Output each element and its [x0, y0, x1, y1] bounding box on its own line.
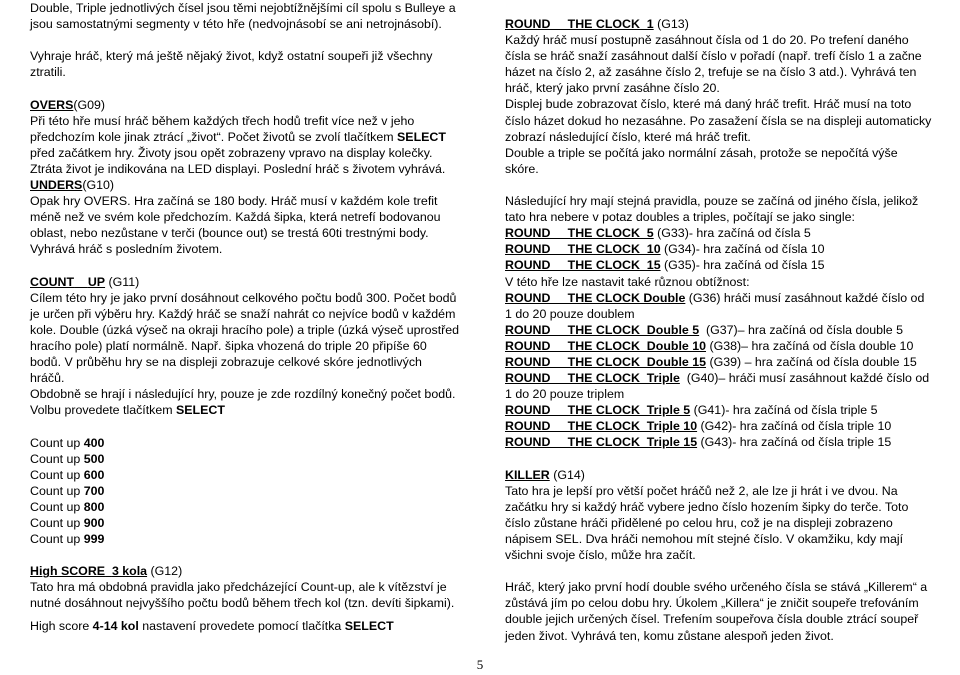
- game-variant: ROUND THE CLOCK Triple 15 (G43)- hra začíná od čísla triple 15: [505, 435, 892, 450]
- text-line: tato hra nebere v potaz doubles a triples, počítají se jako single:: [505, 210, 855, 225]
- count-up-item: Count up 400: [30, 435, 105, 450]
- text-line: číslo házet dokud ho nezasáhne. Po zasažení čísla se na displeji automaticky: [505, 113, 932, 128]
- page-number: 5: [476, 657, 484, 672]
- text-line: jsou samostatnými segmenty v této hře (nedvojnásobí se ani netrojnásobí).: [30, 17, 442, 32]
- text-line: oblast, nebo nezůstane v terči (bounce out) se trestá 60ti trestnými body.: [30, 226, 429, 241]
- text-line: jeden život. Vyhrává ten, komu zůstane alespoň jeden život.: [505, 628, 834, 643]
- text-line: Obdobně se hrají i následující hry, pouze je zde rozdílný konečný počet bodů.: [30, 387, 456, 402]
- game-variant: ROUND THE CLOCK Double 15 (G39) – hra začíná od čísla double 15: [505, 354, 917, 369]
- text-line: číslo zůstane hráči přidělené po celou hru, což je na displeji zobrazeno: [505, 515, 893, 530]
- text-line: Cílem této hry je jako první dosáhnout celkového počtu bodů 300. Počet bodů: [30, 290, 457, 305]
- text-line: Ztráta život je indikována na LED displayi. Poslední hráč s životem vyhrává.: [30, 161, 446, 176]
- text-line: hracího pole) platí normálně. Např. šipka vhozená do triple 20 připíše 60: [30, 338, 427, 353]
- left-column: [30, 0, 462, 634]
- text-line: Displej bude zobrazovat číslo, které má daný hráč trefit. Hráč musí na toto: [505, 97, 912, 112]
- text-line: double jejich určených čísel. Trefením soupeřova čísla double ztrácí soupeř: [505, 612, 919, 627]
- text-line: Následující hry mají stejná pravidla, pouze se začíná od jiného čísla, jelikož: [505, 194, 919, 209]
- unders-heading: UNDERS(G10): [30, 178, 115, 193]
- game-variant: ROUND THE CLOCK Triple 5 (G41)- hra začíná od čísla triple 5: [505, 403, 878, 418]
- game-variant: ROUND THE CLOCK Double 10 (G38)– hra začíná od čísla double 10: [505, 338, 914, 353]
- count-up-item: Count up 999: [30, 532, 105, 547]
- text-line: začátku hry si každý hráč vybere jedno číslo hozením šipky do terče. Toto: [505, 499, 909, 514]
- game-variant: ROUND THE CLOCK 5 (G33)- hra začíná od čísla 5: [505, 226, 811, 241]
- text-line: zůstává jím po celou dobu hry. Úkolem „Killera“ je zničit soupeře trefováním: [505, 596, 919, 611]
- text-line: ztratili.: [30, 65, 66, 80]
- text-line: méně než ve svém kole předchozím. Každá šipka, která netrefí bodovanou: [30, 210, 441, 225]
- text-line: zobrazí následující číslo, které má hráč trefit.: [505, 129, 751, 144]
- count-up-item: Count up 500: [30, 451, 105, 466]
- overs-heading: OVERS(G09): [30, 97, 106, 112]
- text-line: bodů. V průběhu hry se na displeji zobrazuje celkové skóre jednotlivých: [30, 355, 422, 370]
- game-variant: ROUND THE CLOCK Triple (G40)– hráči musí zasáhnout každé číslo od: [505, 371, 930, 386]
- round-the-clock-heading: ROUND THE CLOCK 1 (G13): [505, 17, 689, 31]
- text-line: Vyhraje hráč, který má ještě nějaký život, když ostatní soupeři již všechny: [30, 49, 433, 64]
- text-line: Při této hře musí hráč během každých třech hodů trefit více než v jeho: [30, 113, 415, 128]
- text-line: Každý hráč musí postupně zasáhnout čísla od 1 do 20. Po trefení daného: [505, 33, 909, 48]
- text-line: házet na číslo 2, až zasáhne číslo 2, trefuje se na číslo 3 atd.). Vyhrává ten: [505, 65, 917, 80]
- text-line: čísla se hráč snaží zasáhnout další číslo v pořadí (např. trefí číslo 1 a začne: [505, 49, 922, 64]
- count-up-item: Count up 900: [30, 516, 105, 530]
- text-line: všichni svoje číslo, může hra začít.: [505, 548, 696, 563]
- count-up-item: Count up 800: [30, 499, 105, 514]
- text-line: Tato hra má obdobná pravidla jako předcházející Count-up, ale k vítězství je: [30, 580, 447, 595]
- count-up-item: Count up 600: [30, 467, 105, 482]
- game-variant: ROUND THE CLOCK Double (G36) hráči musí zasáhnout každé číslo od: [505, 290, 925, 305]
- text-line: 1 do 20 pouze triplem: [505, 387, 625, 402]
- text-line: Opak hry OVERS. Hra začíná se 180 body. Hráč musí v každém kole trefit: [30, 194, 438, 209]
- text-line: hráčů.: [30, 371, 65, 386]
- text-line: Double a triple se počítá jako normální zásah, protože se nepočítá výše: [505, 145, 898, 160]
- text-line: Double, Triple jednotlivých čísel jsou těmi nejobtížnějšími cíl spolu s Bulleye a: [30, 1, 456, 15]
- text-line: V této hře lze nastavit také různou obtížnost:: [505, 274, 750, 289]
- text-line: Tato hra je lepší pro větší počet hráčů než 2, ale lze ji hrát i ve dvou. Na: [505, 483, 898, 498]
- text-line: předchozím kole jinak ztrácí „život“. Počet životů se zvolí tlačítkem SELECT: [30, 129, 446, 144]
- killer-heading: KILLER (G14): [505, 467, 585, 482]
- text-line: skóre.: [505, 161, 539, 176]
- text-line: nutné dosáhnout nejvyššího počtu bodů během třech kol (tzn. devíti šipkami).: [30, 596, 455, 611]
- text-line: kole. Double (úzká výseč na okraji hracího pole) a triple (úzká výseč uprostřed: [30, 322, 460, 337]
- text-line: je určen při výběru hry. Každý hráč se snaží nahrát co nejvíce bodů v každém: [30, 306, 456, 321]
- text-line: nápisem SEL. Dva hráči nemohou mít stejné číslo. V okamžiku, kdy mají: [505, 532, 904, 546]
- count-up-item: Count up 700: [30, 483, 105, 498]
- text-line: High score 4-14 kol nastavení provedete pomocí tlačítka SELECT: [30, 618, 394, 633]
- game-variant: ROUND THE CLOCK Triple 10 (G42)- hra začíná od čísla triple 10: [505, 419, 892, 434]
- text-line: hráč, který jako první zasáhne číslo 20.: [505, 81, 720, 96]
- right-column: [505, 0, 935, 644]
- text-line: Vyhrává hráč s posledním životem.: [30, 242, 223, 257]
- game-variant: ROUND THE CLOCK 10 (G34)- hra začíná od čísla 10: [505, 242, 825, 257]
- game-variant: ROUND THE CLOCK 15 (G35)- hra začíná od čísla 15: [505, 258, 825, 273]
- text-line: Hráč, který jako první hodí double svého určeného čísla se stává „Killerem“ a: [505, 580, 928, 595]
- text-line: Volbu provedete tlačítkem SELECT: [30, 403, 225, 418]
- text-line: 1 do 20 pouze doublem: [505, 306, 635, 321]
- text-line: před začátkem hry. Životy jsou opět zobrazeny vpravo na display kolečky.: [30, 145, 433, 160]
- count-up-heading: COUNT UP (G11): [30, 274, 140, 289]
- game-variant: ROUND THE CLOCK Double 5 (G37)– hra začíná od čísla double 5: [505, 322, 904, 337]
- high-score-heading: High SCORE 3 kola (G12): [30, 564, 183, 579]
